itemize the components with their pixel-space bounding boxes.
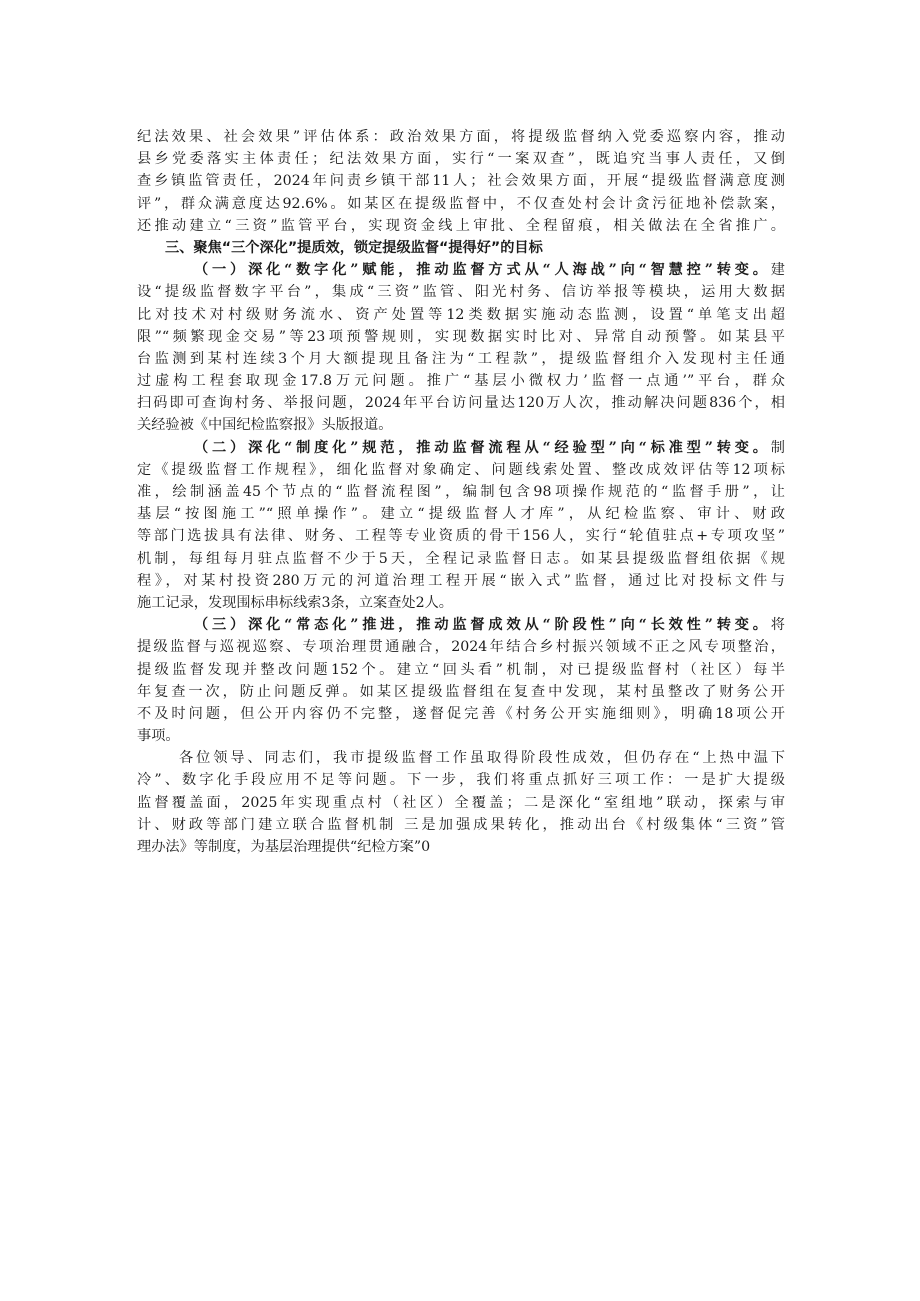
text-line: 县乡党委落实主体责任；纪法效果方面，实行“一案双查”，既追究当事人责任，又倒 <box>137 151 785 168</box>
intro-paragraph <box>137 126 785 237</box>
text-line: 冷”、数字化手段应用不足等问题。下一步，我们将重点抓好三项工作：一是扩大提级 <box>137 772 785 789</box>
sub-section-3 <box>137 614 785 747</box>
text-line: 台监测到某村连续3个月大额提现且备注为“工程款”，提级监督组介入发现村主任通 <box>137 350 785 367</box>
sub-section-lead-line <box>137 437 785 459</box>
text-fragment: 制 <box>770 439 785 456</box>
sub-section-lead-line <box>137 614 785 636</box>
sub-section-title: （三）深化“常态化”推进，推动监督成效从“阶段性”向“长效性”转变。 <box>194 617 771 634</box>
text-line: 还推动建立“三资”监管平台，实现资金线上审批、全程留痕，相关做法在全省推广。 <box>137 217 785 234</box>
sub-section-title: （二）深化“制度化”规范，推动监督流程从“经验型”向“标准型”转变。 <box>194 439 771 456</box>
text-line: 施工记录，发现围标串标线索3条，立案查处2人。 <box>137 594 453 611</box>
text-line: 等部门选拔具有法律、财务、工程等专业资质的骨干156人，实行“轮值驻点+专项攻坚” <box>137 528 785 545</box>
text-line: 评”，群众满意度达92.6%。如某区在提级监督中，不仅查处村会计贪污征地补偿款案， <box>137 195 785 212</box>
text-line: 年复查一次，防止问题反弹。如某区提级监督组在复查中发现，某村虽整改了财务公开 <box>137 683 785 700</box>
text-line: 不及时问题，但公开内容仍不完整，遂督促完善《村务公开实施细则》，明确18项公开 <box>137 705 785 722</box>
text-line: 基层“按图施工”“照单操作”。建立“提级监督人才库”，从纪检监察、审计、财政 <box>137 506 785 523</box>
text-line: 纪法效果、社会效果”评估体系：政治效果方面，将提级监督纳入党委巡察内容，推动 <box>137 129 785 145</box>
text-line: 计、财政等部门建立联合监督机制 三是加强成果转化，推动出台《村级集体“三资”管 <box>137 816 785 833</box>
sub-section-lead-line <box>137 259 785 281</box>
text-line: 过虚构工程套取现金17.8万元问题。推广“基层小微权力’监督一点通’”平台，群众 <box>137 373 785 390</box>
text-line: 定《提级监督工作规程》，细化监督对象确定、问题线索处置、整改成效评估等12项标 <box>137 461 785 478</box>
text-line: 机制，每组每月驻点监督不少于5天，全程记录监督日志。如某县提级监督组依据《规 <box>137 550 785 567</box>
text-line: 限”“频繁现金交易”等23项预警规则，实现数据实时比对、异常自动预警。如某县平 <box>137 328 785 345</box>
text-line: 提级监督发现并整改问题152个。建立“回头看”机制，对已提级监督村（社区）每半 <box>137 661 785 678</box>
text-fragment: 将 <box>770 617 785 634</box>
text-line: 准，绘制涵盖45个节点的“监督流程图”，编制包含98项操作规范的“监督手册”，让 <box>137 484 785 500</box>
text-line: 查乡镇监管责任，2024年问责乡镇干部11人；社会效果方面，开展“提级监督满意度测 <box>137 173 785 190</box>
text-line: 关经验被《中国纪检监察报》头版报道。 <box>137 417 393 434</box>
section-heading: 三、聚焦“三个深化”提质效，锁定提级监督“提得好”的目标 <box>165 239 543 256</box>
text-fragment: 建 <box>770 262 785 279</box>
sub-section-1 <box>137 259 785 437</box>
text-line: 程》，对某村投资280万元的河道治理工程开展“嵌入式”监督，通过比对投标文件与 <box>137 572 785 589</box>
text-line: 监督覆盖面，2025年实现重点村（社区）全覆盖；二是深化“室组地”联动，探索与审 <box>137 794 785 811</box>
closing-paragraph <box>137 747 785 858</box>
text-line: 理办法》等制度，为基层治理提供“纪检方案”0 <box>137 839 431 855</box>
text-line: 设“提级监督数字平台”，集成“三资”监管、阳光村务、信访举报等模块，运用大数据 <box>137 284 785 301</box>
sub-section-title: （一）深化“数字化”赋能，推动监督方式从“人海战”向“智慧控”转变。 <box>194 262 771 279</box>
text-line: 扫码即可查询村务、举报问题，2024年平台访问量达120万人次，推动解决问题836个，相 <box>137 395 785 412</box>
text-line: 各位领导、同志们，我市提级监督工作虽取得阶段性成效，但仍存在“上热中温下 <box>179 750 785 767</box>
text-line: 事项。 <box>137 728 180 745</box>
text-line: 提级监督与巡视巡察、专项治理贯通融合，2024年结合乡村振兴领域不正之风专项整治， <box>137 639 785 656</box>
text-line: 比对技术对村级财务流水、资产处置等12类数据实施动态监测，设置“单笔支出超 <box>137 306 785 323</box>
sub-section-2 <box>137 437 785 615</box>
document-page <box>137 126 785 858</box>
